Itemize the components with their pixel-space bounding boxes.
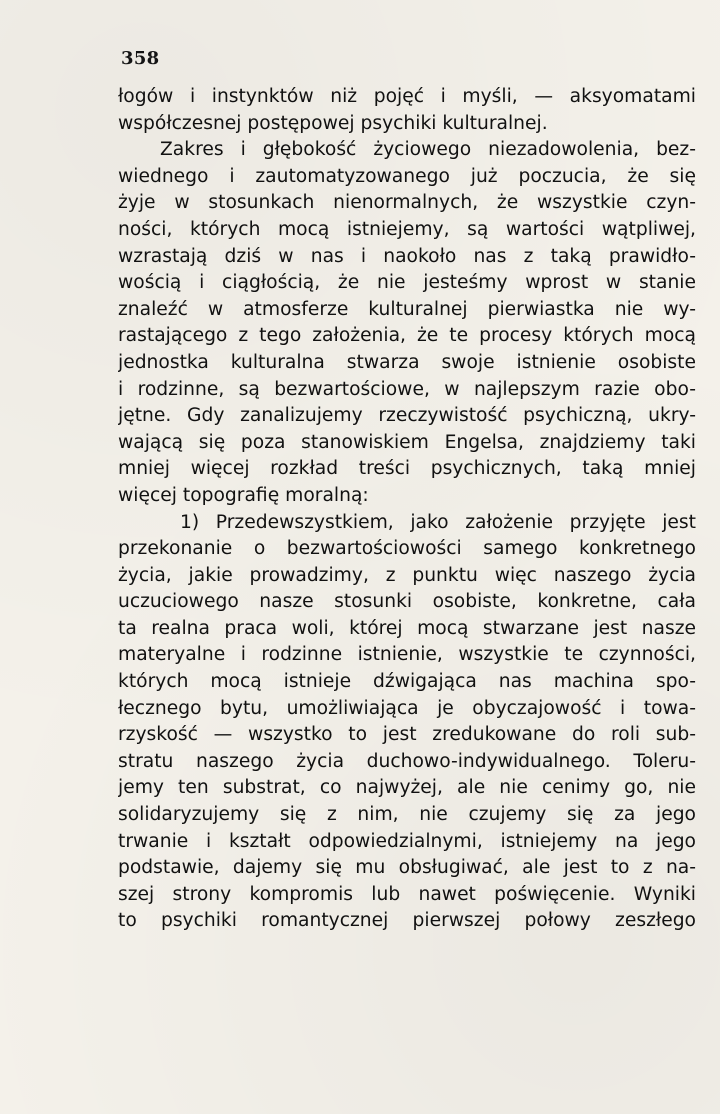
text-line: solidaryzujemy się z nim, nie czujemy się za jego [118, 804, 696, 826]
text-line: których mocą istnieje dźwigająca nas machina spo- [118, 671, 696, 693]
text-line: uczuciowego nasze stosunki osobiste, konkretne, cała [118, 591, 696, 613]
text-line: mniej więcej rozkład treści psychicznych, taką mniej [118, 458, 696, 480]
text-line: łogów i instynktów niż pojęć i myśli, — aksyomatami [118, 86, 696, 107]
text-line: ta realna praca woli, której mocą stwarzane jest nasze [118, 617, 696, 639]
text-line: przekonanie o bezwartościowości samego konkretnego [118, 538, 696, 560]
text-line: rastającego z tego założenia, że te procesy których mocą [118, 325, 696, 347]
text-line: jednostka kulturalna stwarza swoje istnienie osobiste [118, 351, 696, 373]
text-line: wiednego i zautomatyzowanego już poczucia, że się [118, 165, 696, 187]
text-line: żyje w stosunkach nienormalnych, że wszystkie czyn- [118, 192, 696, 214]
text-line: szej strony kompromis lub nawet poświęcenie. Wyniki [118, 883, 696, 905]
text-line: i rodzinne, są bezwartościowe, w najlepszym razie obo- [118, 378, 696, 400]
text-line: znaleźć w atmosferze kulturalnej pierwiastka nie wy- [118, 298, 696, 320]
text-line: wością i ciągłością, że nie jesteśmy wprost w stanie [118, 272, 696, 294]
text-line: to psychiki romantycznej pierwszej połowy zeszłego [118, 910, 696, 932]
text-line: trwanie i kształt odpowiedzialnymi, istniejemy na jego [118, 830, 696, 852]
page-number: 358 [121, 48, 160, 69]
text-line: 1) Przedewszystkiem, jako założenie przyjęte jest [180, 511, 696, 533]
text-line: jętne. Gdy zanalizujemy rzeczywistość psychiczną, ukry- [118, 405, 696, 427]
text-line: materyalne i rodzinne istnienie, wszystkie te czynności, [118, 644, 696, 666]
text-line: stratu naszego życia duchowo-indywidualnego. Toleru- [118, 750, 696, 772]
text-line: łecznego bytu, umożliwiająca je obyczajowość i towa- [118, 697, 696, 719]
text-line: Zakres i głębokość życiowego niezadowolenia, bez- [160, 139, 696, 161]
text-line: rzyskość — wszystko to jest zredukowane do roli sub- [118, 724, 696, 746]
text-line: wającą się poza stanowiskiem Engelsa, znajdziemy taki [118, 431, 696, 453]
text-line: więcej topografię moralną: [118, 484, 369, 506]
text-line: ności, których mocą istniejemy, są wartości wątpliwej, [118, 218, 696, 240]
text-line: współczesnej postępowej psychiki kulturalnej. [118, 112, 548, 134]
text-line: życia, jakie prowadzimy, z punktu więc naszego życia [118, 564, 696, 586]
text-line: podstawie, dajemy się mu obsługiwać, ale jest to z na- [118, 857, 696, 879]
text-line: jemy ten substrat, co najwyżej, ale nie cenimy go, nie [118, 777, 696, 799]
text-line: wzrastają dziś w nas i naokoło nas z taką prawidło- [118, 245, 696, 267]
body-text [118, 84, 696, 935]
